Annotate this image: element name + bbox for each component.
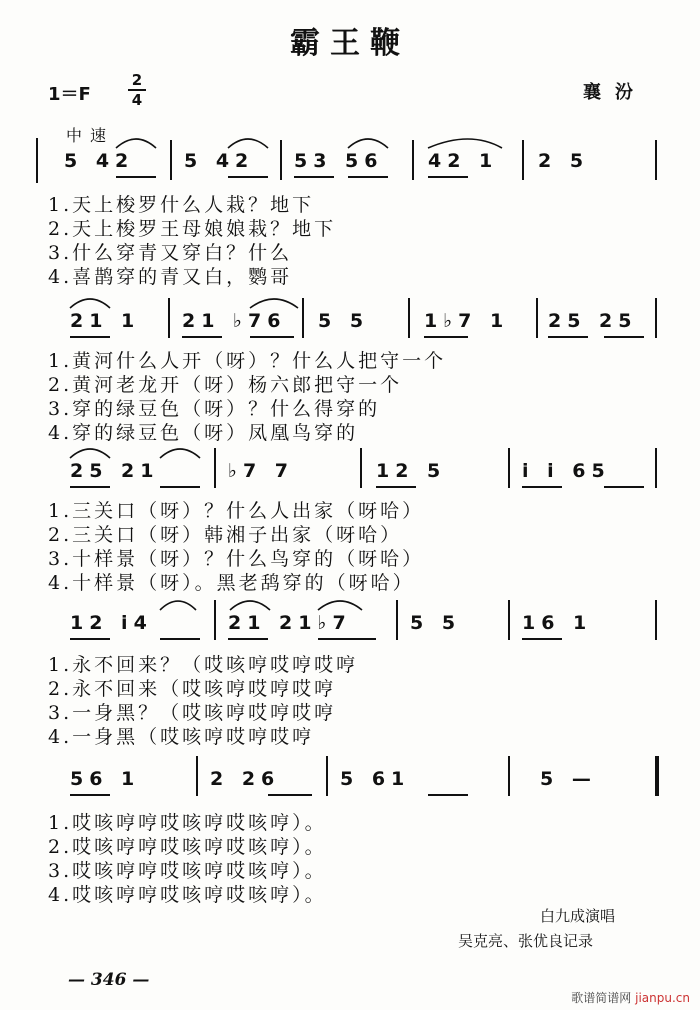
eighth-beam — [294, 176, 334, 178]
eighth-beam — [424, 336, 468, 338]
measure-notes: i i 65 — [522, 460, 611, 482]
key-signature: 1＝F — [48, 84, 91, 105]
eighth-beam — [116, 176, 156, 178]
lyric-line-4: 4.哎咳哼哼哎咳哼哎咳哼）。 — [48, 884, 327, 906]
eighth-beam — [268, 794, 312, 796]
page-number: — 346 — — [68, 970, 150, 990]
measure-notes: 5 — — [540, 768, 597, 790]
lyric-line-4: 4.一身黑（哎咳哼哎哼哎哼 — [48, 726, 315, 748]
measure-notes: 5 61 — [340, 768, 411, 790]
lyric-line-2: 2.哎咳哼哼哎咳哼哎咳哼）。 — [48, 836, 327, 858]
slur-mark — [228, 139, 268, 148]
barline — [36, 138, 38, 183]
measure-notes: 12 5 — [376, 460, 447, 482]
tempo-marking: 中速 — [66, 126, 115, 145]
measure-notes: 16 1 — [522, 612, 593, 634]
slurs — [60, 590, 660, 620]
measure-notes: 56 1 — [70, 768, 141, 790]
slur-mark — [250, 299, 298, 308]
measure-notes: 21 1 — [70, 310, 141, 332]
eighth-beam — [70, 794, 110, 796]
lyric-line-1: 1.三关口（呀）？什么人出家（呀哈） — [48, 500, 425, 522]
lyric-line-2: 2.天上梭罗王母娘娘栽？地下 — [48, 218, 337, 240]
measure-notes: 5 5 — [410, 612, 462, 634]
slur-mark — [160, 601, 196, 610]
lyric-line-2: 2.三关口（呀）韩湘子出家（呀哈） — [48, 524, 403, 546]
lyric-line-4: 4.穿的绿豆色（呀）凤凰鸟穿的 — [48, 422, 359, 444]
lyric-line-4: 4.十样景（呀）。黑老鸹穿的（呀哈） — [48, 572, 415, 594]
slurs — [60, 438, 660, 468]
slur-mark — [318, 601, 362, 610]
eighth-beam — [228, 638, 268, 640]
eighth-beam — [182, 336, 222, 338]
time-signature — [128, 72, 146, 108]
measure-notes: 25 21 — [70, 460, 160, 482]
eighth-beam — [548, 336, 588, 338]
measure-notes: 5 42 — [64, 150, 135, 172]
eighth-beam — [318, 638, 376, 640]
measure-notes: 5 5 — [318, 310, 370, 332]
measure-notes: 12 i4 — [70, 612, 153, 634]
measure-notes: 5 42 — [184, 150, 255, 172]
barline — [326, 756, 328, 796]
lyric-line-4: 4.喜鹊穿的青又白，鹦哥 — [48, 266, 293, 288]
eighth-beam — [604, 486, 644, 488]
lyric-line-3: 3.十样景（呀）？什么鸟穿的（呀哈） — [48, 548, 425, 570]
lyric-line-3: 3.穿的绿豆色（呀）？什么得穿的 — [48, 398, 381, 420]
eighth-beam — [522, 486, 562, 488]
eighth-beam — [160, 638, 200, 640]
lyric-line-3: 3.什么穿青又穿白？什么 — [48, 242, 293, 264]
lyric-line-1: 1.哎咳哼哼哎咳哼哎咳哼）。 — [48, 812, 327, 834]
eighth-beam — [604, 336, 644, 338]
slur-mark — [160, 449, 200, 458]
slur-mark — [70, 449, 110, 458]
region-label: 襄汾 — [583, 82, 647, 103]
lyric-line-2: 2.黄河老龙开（呀）杨六郎把守一个 — [48, 374, 403, 396]
measure-notes: 21 ♭76 — [182, 310, 287, 332]
eighth-beam — [428, 176, 468, 178]
measure-notes: 42 1 — [428, 150, 499, 172]
watermark-url: jianpu.cn — [635, 991, 690, 1005]
lyric-line-3: 3.一身黑？（哎咳哼哎哼哎哼 — [48, 702, 337, 724]
measure-notes: 21 21♭7 — [228, 612, 352, 634]
lyric-line-1: 1.黄河什么人开（呀）？什么人把守一个 — [48, 350, 447, 372]
measure-notes: ♭7 7 — [228, 460, 295, 482]
barline — [508, 756, 510, 796]
eighth-beam — [376, 486, 416, 488]
lyric-line-1: 1.天上梭罗什么人栽？地下 — [48, 194, 315, 216]
eighth-beam — [70, 336, 110, 338]
measure-notes: 1♭7 1 — [424, 310, 510, 332]
site-watermark — [571, 989, 690, 1006]
eighth-beam — [250, 336, 294, 338]
recorder-credit: 吴克亮、张优良记录 — [458, 932, 594, 950]
eighth-beam — [160, 486, 200, 488]
lyric-line-3: 3.哎咳哼哼哎咳哼哎咳哼）。 — [48, 860, 327, 882]
lyric-line-2: 2.永不回来（哎咳哼哎哼哎哼 — [48, 678, 337, 700]
eighth-beam — [522, 638, 562, 640]
measure-notes: 2 5 — [538, 150, 590, 172]
slur-mark — [348, 139, 388, 148]
measure-notes: 25 25 — [548, 310, 638, 332]
slur-mark — [116, 139, 156, 148]
slur-mark — [70, 299, 110, 308]
slur-mark — [230, 601, 270, 610]
eighth-beam — [70, 486, 110, 488]
eighth-beam — [70, 638, 110, 640]
tie-mark — [428, 139, 502, 148]
performer-credit: 白九成演唱 — [540, 907, 616, 925]
watermark-site: 歌谱简谱网 — [571, 991, 632, 1005]
slurs — [60, 288, 660, 318]
measure-notes: 2 26 — [210, 768, 281, 790]
final-barline — [655, 756, 659, 796]
time-signature-lower: 4 — [131, 90, 143, 109]
measure-notes: 53 56 — [294, 150, 384, 172]
eighth-beam — [228, 176, 268, 178]
lyric-line-1: 1.永不回来？（哎咳哼哎哼哎哼 — [48, 654, 359, 676]
slurs — [110, 128, 670, 158]
eighth-beam — [428, 794, 468, 796]
eighth-beam — [348, 176, 388, 178]
time-signature-upper: 2 — [131, 71, 143, 89]
song-title: 霸王鞭 — [290, 26, 410, 61]
barline — [196, 756, 198, 796]
